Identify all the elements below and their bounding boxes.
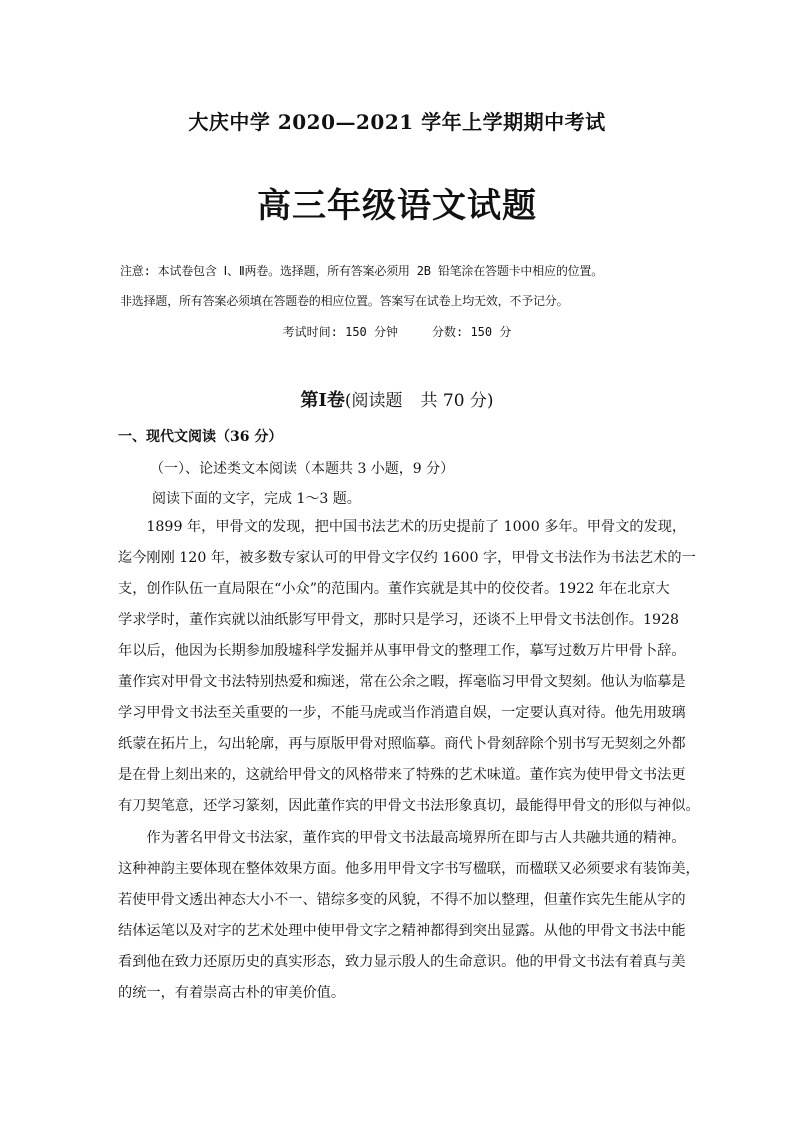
volume-type: (阅读题 [344, 391, 403, 411]
notice-line-2: 非选择题，所有答案必须填在答题卷的相应位置。答案写在试卷上均无效，不予记分。 [120, 294, 569, 308]
passage-line: 的统一，有着崇高古朴的审美价值。 [118, 985, 346, 1001]
exam-time: 考试时间: 150 分钟 [282, 325, 398, 339]
passage-line: 迄今刚刚 120 年，被多数专家认可的甲骨文字仅约 1600 字，甲骨文书法作为书法艺术的一 [118, 550, 696, 566]
passage-paragraph-1 [118, 512, 700, 822]
passage-line: 是在骨上刻出来的，这就给甲骨文的风格带来了特殊的艺术味道。董作宾为使甲骨文书法更 [118, 767, 686, 783]
passage-line: 结体运笔以及对字的艺术处理中使甲骨文字之精神都得到突出显露。从他的甲骨文书法中能 [118, 923, 686, 939]
passage-line: 支，创作队伍一直局限在“小众”的范围内。董作宾就是其中的佼佼者。1922 年在北京大 [118, 581, 670, 597]
passage-paragraph-2 [118, 823, 700, 1009]
passage-line: 若使甲骨文透出神态大小不一、错综多变的风貌，不得不加以整理，但董作宾先生能从字的 [118, 892, 686, 908]
exam-score: 分数: 150 分 [432, 325, 512, 339]
exam-info [0, 323, 794, 340]
passage-line: 有刀契笔意，还学习篆刻，因此董作宾的甲骨文书法形象真切，最能得甲骨文的形似与神似。 [118, 798, 700, 814]
volume-title: 第Ⅰ卷 [300, 390, 345, 411]
passage-line: 这种神韵主要体现在整体效果方面。他多用甲骨文字书写楹联，而楹联又必须要求有装饰美， [118, 861, 700, 877]
passage-line: 1899 年，甲骨文的发现，把中国书法艺术的历史提前了 1000 多年。甲骨文的发现， [118, 519, 687, 535]
volume-points: 共 70 分) [420, 391, 494, 411]
passage-line: 看到他在致力还原历史的真实形态，致力显示殷人的生命意识。他的甲骨文书法有着真与美 [118, 954, 686, 970]
passage-line: 年以后，他因为长期参加殷墟科学发掘并从事甲骨文的整理工作，摹写过数万片甲骨卜辞。 [118, 643, 686, 659]
notice-line-1: 注意: 本试卷包含 Ⅰ、Ⅱ两卷。选择题，所有答案必须用 2B 铅笔涂在答题卡中相应的位置。 [120, 264, 604, 278]
exam-title: 高三年级语文试题 [257, 186, 537, 226]
passage-line: 董作宾对甲骨文书法特别热爱和痴迷，常在公余之暇，挥毫临习甲骨文契刻。他认为临摹是 [118, 674, 686, 690]
volume-heading [0, 386, 794, 412]
reading-instruction: 阅读下面的文字，完成 1～3 题。 [152, 491, 361, 507]
school-title: 大庆中学 2020—2021 学年上学期期中考试 [188, 110, 606, 134]
section-heading: 一、现代文阅读（36 分） [118, 429, 283, 445]
subsection-heading: （一）、论述类文本阅读（本题共 3 小题，9 分） [150, 461, 455, 477]
passage-line: 作为著名甲骨文书法家，董作宾的甲骨文书法最高境界所在即与古人共融共通的精神。 [118, 830, 686, 846]
passage-line: 学求学时，董作宾就以油纸影写甲骨文，那时只是学习，还谈不上甲骨文书法创作。1928 [118, 612, 680, 628]
passage-line: 学习甲骨文书法至关重要的一步，不能马虎或当作消遣自娱，一定要认真对待。他先用玻璃 [118, 705, 686, 721]
passage-line: 纸蒙在拓片上，勾出轮廓，再与原版甲骨对照临摹。商代卜骨刻辞除个别书写无契刻之外都 [118, 736, 686, 752]
